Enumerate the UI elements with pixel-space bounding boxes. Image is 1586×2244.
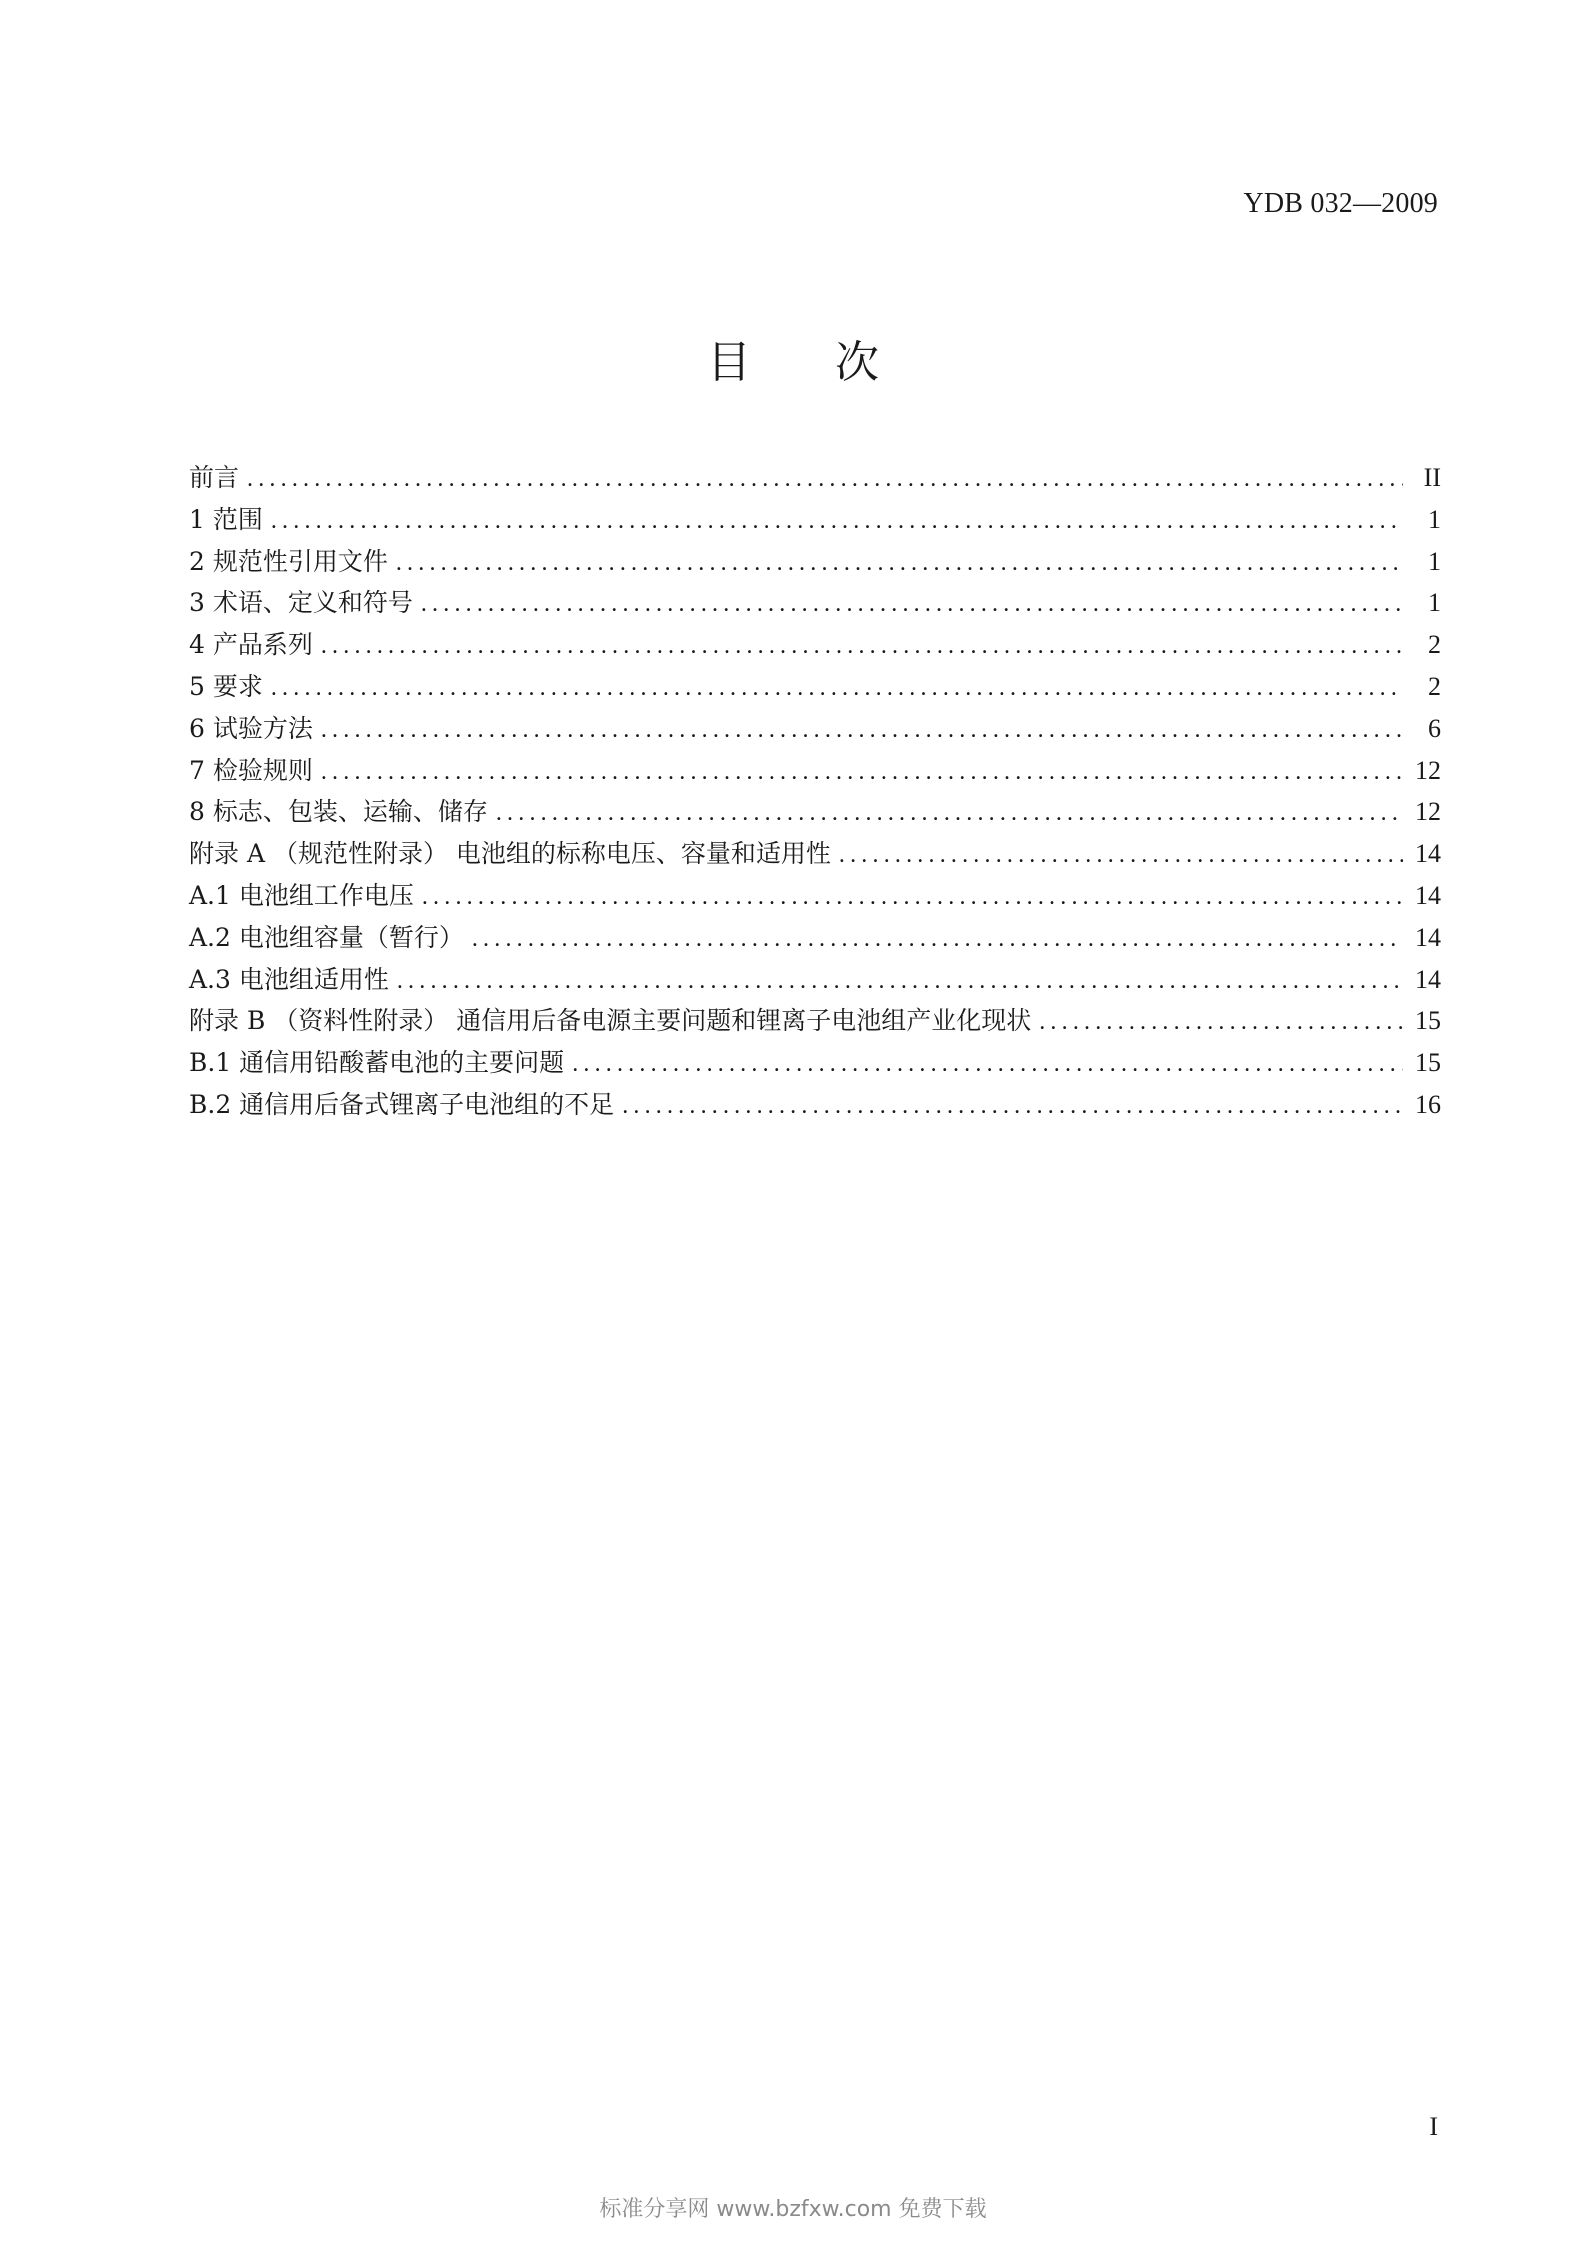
toc-leader-dots [1039, 1002, 1403, 1044]
toc-leader-dots [397, 961, 1403, 1003]
toc-entry[interactable] [189, 791, 1441, 833]
toc-leader-dots [472, 919, 1403, 961]
page-folio: I [1429, 2112, 1438, 2141]
toc-entry[interactable] [189, 917, 1441, 959]
toc-entry[interactable] [189, 582, 1441, 624]
toc-leader-dots [271, 501, 1403, 543]
toc-leader-dots [321, 626, 1403, 668]
toc-entry[interactable] [189, 457, 1441, 499]
toc-entry-page: 1 [1428, 588, 1441, 618]
toc-leader-dots [496, 793, 1403, 835]
toc-entry[interactable] [189, 1000, 1441, 1042]
toc-entry-page: 14 [1415, 922, 1441, 952]
toc-entry-label: 5 要求 [189, 671, 263, 701]
toc-entry[interactable] [189, 708, 1441, 750]
toc-entry-label: 4 产品系列 [189, 630, 313, 660]
toc-entry-label: A.3 电池组适用性 [189, 964, 389, 994]
table-of-contents [189, 457, 1441, 1126]
toc-leader-dots [321, 752, 1403, 794]
toc-entry-label: 3 术语、定义和符号 [189, 588, 413, 618]
toc-entry-label: 附录 A （规范性附录） 电池组的标称电压、容量和适用性 [189, 839, 831, 869]
toc-entry[interactable] [189, 541, 1441, 583]
toc-entry-page: 16 [1415, 1089, 1441, 1119]
toc-entry-page: 1 [1428, 504, 1441, 534]
toc-entry[interactable] [189, 833, 1441, 875]
toc-entry-page: 14 [1415, 880, 1441, 910]
toc-entry-page: 12 [1415, 797, 1441, 827]
toc-entry-page: 15 [1415, 1006, 1441, 1036]
toc-entry-page: 2 [1428, 671, 1441, 701]
toc-leader-dots [396, 543, 1403, 585]
toc-leader-dots [422, 877, 1403, 919]
toc-entry-page: II [1423, 463, 1441, 492]
toc-leader-dots [321, 710, 1403, 752]
toc-leader-dots [421, 584, 1403, 626]
toc-entry-page: 14 [1415, 839, 1441, 869]
toc-entry[interactable] [189, 499, 1441, 541]
standard-code: YDB 032—2009 [1243, 188, 1438, 219]
toc-entry[interactable] [189, 750, 1441, 792]
toc-leader-dots [839, 835, 1403, 877]
toc-entry-label: B.2 通信用后备式锂离子电池组的不足 [189, 1089, 615, 1119]
toc-entry-label: 附录 B （资料性附录） 通信用后备电源主要问题和锂离子电池组产业化现状 [189, 1006, 1032, 1036]
toc-entry-label: A.1 电池组工作电压 [189, 880, 414, 910]
toc-entry-page: 2 [1428, 630, 1441, 660]
title-char-1: 目 [707, 337, 751, 388]
page-title [0, 326, 1586, 390]
toc-leader-dots [247, 459, 1403, 501]
toc-entry-page: 14 [1415, 964, 1441, 994]
toc-entry-label: A.2 电池组容量（暂行） [189, 922, 464, 952]
toc-entry-page: 6 [1428, 713, 1441, 743]
toc-entry-page: 12 [1415, 755, 1441, 785]
toc-entry-label: 7 检验规则 [189, 755, 313, 785]
toc-entry-label: 6 试验方法 [189, 713, 313, 743]
toc-entry-label: 前言 [189, 463, 240, 492]
toc-entry-page: 15 [1415, 1048, 1441, 1078]
footer-watermark: 标准分享网 www.bzfxw.com 免费下载 [599, 2197, 987, 2222]
toc-leader-dots [622, 1086, 1403, 1128]
toc-entry[interactable] [189, 666, 1441, 708]
toc-entry[interactable] [189, 624, 1441, 666]
toc-entry[interactable] [189, 1084, 1441, 1126]
toc-entry[interactable] [189, 1042, 1441, 1084]
toc-entry-label: 2 规范性引用文件 [189, 546, 388, 576]
toc-entry-page: 1 [1428, 546, 1441, 576]
toc-entry[interactable] [189, 875, 1441, 917]
title-char-2: 次 [835, 337, 879, 388]
toc-entry-label: B.1 通信用铅酸蓄电池的主要问题 [189, 1048, 565, 1078]
toc-entry[interactable] [189, 959, 1441, 1001]
toc-leader-dots [271, 668, 1403, 710]
toc-entry-label: 1 范围 [189, 504, 263, 534]
toc-leader-dots [572, 1044, 1403, 1086]
toc-entry-label: 8 标志、包装、运输、储存 [189, 797, 488, 827]
